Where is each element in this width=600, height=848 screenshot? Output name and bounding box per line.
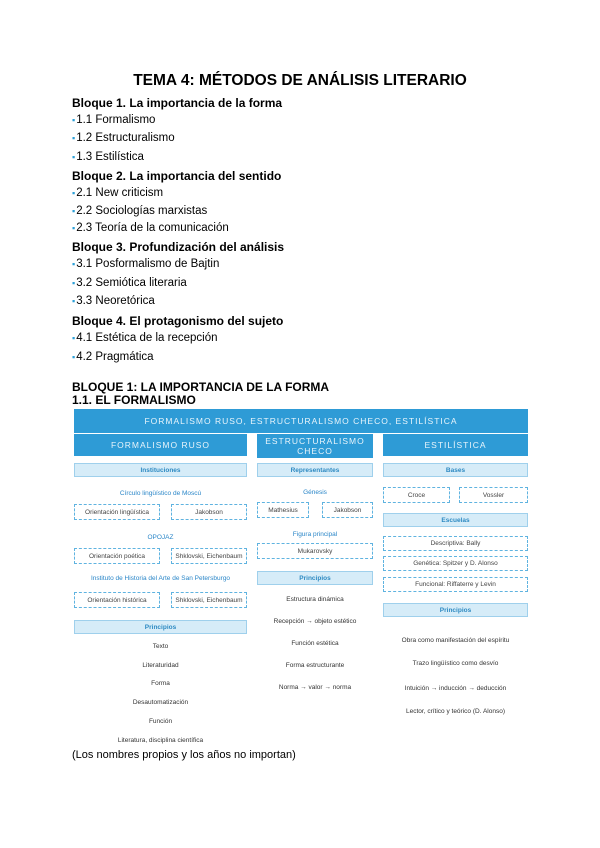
block-4-heading: Bloque 4. El protagonismo del sujeto	[72, 314, 284, 328]
col1-circulo-name: Jakobson	[171, 504, 247, 520]
bullet-icon: ▪	[72, 259, 76, 269]
bullet-icon: ▪	[72, 333, 76, 343]
col3-principle: Trazo lingüístico como desvío	[412, 659, 499, 667]
col1-instituto-name: Shklovski, Eichenbaum	[171, 592, 247, 608]
col2-figura-a: Mukarovsky	[257, 543, 373, 559]
list-item: ▪1.2 Estructuralismo	[72, 132, 175, 144]
bullet-icon: ▪	[72, 206, 76, 216]
list-item: ▪2.1 New criticism	[72, 187, 164, 199]
bullet-icon: ▪	[72, 278, 76, 288]
col2-figura: Figura principal	[292, 530, 338, 538]
block-3-heading: Bloque 3. Profundización del análisis	[72, 240, 285, 254]
col3-bases-label: Bases	[383, 463, 528, 477]
bullet-icon: ▪	[72, 152, 76, 162]
col1-circulo: Círculo lingüístico de Moscú	[119, 489, 202, 497]
block-2-heading: Bloque 2. La importancia del sentido	[72, 169, 282, 183]
bullet-icon: ▪	[72, 296, 76, 306]
list-item: ▪3.1 Posformalismo de Bajtin	[72, 258, 220, 270]
col2-principle: Norma → valor → norma	[278, 683, 352, 691]
col2-principle: Forma estructurante	[285, 661, 345, 669]
col1-circulo-orientation: Orientación lingüística	[74, 504, 160, 520]
section-subheading: 1.1. EL FORMALISMO	[72, 393, 196, 407]
col1-instituto: Instituto de Historia del Arte de San Petersburgo	[90, 574, 231, 582]
footnote: (Los nombres propios y los años no importan)	[72, 749, 296, 761]
bullet-icon: ▪	[72, 223, 76, 233]
col2-representantes-label: Representantes	[257, 463, 373, 477]
col1-instituto-orientation: Orientación histórica	[74, 592, 160, 608]
col3-principle: Obra como manifestación del espíritu	[401, 636, 510, 644]
col2-principios-label: Principios	[257, 571, 373, 585]
col3-bases-b: Vossler	[459, 487, 528, 503]
concept-diagram	[72, 409, 528, 751]
col1-principle: Texto	[152, 642, 169, 650]
list-item: ▪4.1 Estética de la recepción	[72, 332, 218, 344]
bullet-icon: ▪	[72, 188, 76, 198]
col1-principle: Literatura, disciplina científica	[117, 736, 204, 744]
bullet-icon: ▪	[72, 115, 76, 125]
col1-principle: Función	[148, 717, 173, 725]
diagram-title-bar: FORMALISMO RUSO, ESTRUCTURALISMO CHECO, ESTILÍSTICA	[74, 409, 528, 433]
col1-principle: Literaturidad	[142, 661, 179, 669]
bullet-icon: ▪	[72, 133, 76, 143]
list-item: ▪1.1 Formalismo	[72, 114, 156, 126]
col3-principle: Intuición → inducción → deducción	[404, 684, 507, 692]
col3-escuela: Descriptiva: Bally	[383, 536, 528, 551]
col2-genesis-a: Mathesius	[257, 502, 309, 518]
list-item: ▪2.2 Sociologías marxistas	[72, 205, 208, 217]
col2-principle: Recepción → objeto estético	[273, 617, 357, 625]
col1-principle: Forma	[151, 679, 170, 687]
page-title: TEMA 4: MÉTODOS DE ANÁLISIS LITERARIO	[133, 72, 467, 89]
bullet-icon: ▪	[72, 352, 76, 362]
col2-principle: Función estética	[291, 639, 339, 647]
col2-genesis-b: Jakobson	[322, 502, 373, 518]
col3-principios-label: Principios	[383, 603, 528, 617]
col3-escuelas-label: Escuelas	[383, 513, 528, 527]
block-1-heading: Bloque 1. La importancia de la forma	[72, 96, 283, 110]
col3-bases-a: Croce	[383, 487, 450, 503]
col-formalismo-header: FORMALISMO RUSO	[74, 434, 247, 456]
col1-opojaz: OPOJAZ	[147, 533, 174, 541]
col2-genesis: Génesis	[303, 488, 327, 496]
col1-opojaz-name: Shklovski, Eichenbaum	[171, 548, 247, 564]
list-item: ▪3.3 Neoretórica	[72, 295, 155, 307]
list-item: ▪2.3 Teoría de la comunicación	[72, 222, 229, 234]
col3-escuela: Genética: Spitzer y D. Alonso	[383, 556, 528, 571]
col1-opojaz-orientation: Orientación poética	[74, 548, 160, 564]
col1-instituciones-label: Instituciones	[74, 463, 247, 477]
section-heading: BLOQUE 1: LA IMPORTANCIA DE LA FORMA	[72, 380, 330, 394]
col2-principle: Estructura dinámica	[286, 595, 344, 603]
col1-principle: Desautomatización	[132, 698, 189, 706]
col3-escuela: Funcional: Riffaterre y Levin	[383, 577, 528, 592]
col-estilistica-header: ESTILÍSTICA	[383, 434, 528, 456]
col-estructuralismo-header: ESTRUCTURALISMO CHECO	[257, 434, 373, 458]
list-item: ▪1.3 Estilística	[72, 151, 144, 163]
col1-principios-label: Principios	[74, 620, 247, 634]
list-item: ▪4.2 Pragmática	[72, 351, 154, 363]
list-item: ▪3.2 Semiótica literaria	[72, 277, 187, 289]
col3-principle: Lector, crítico y teórico (D. Alonso)	[406, 707, 505, 715]
